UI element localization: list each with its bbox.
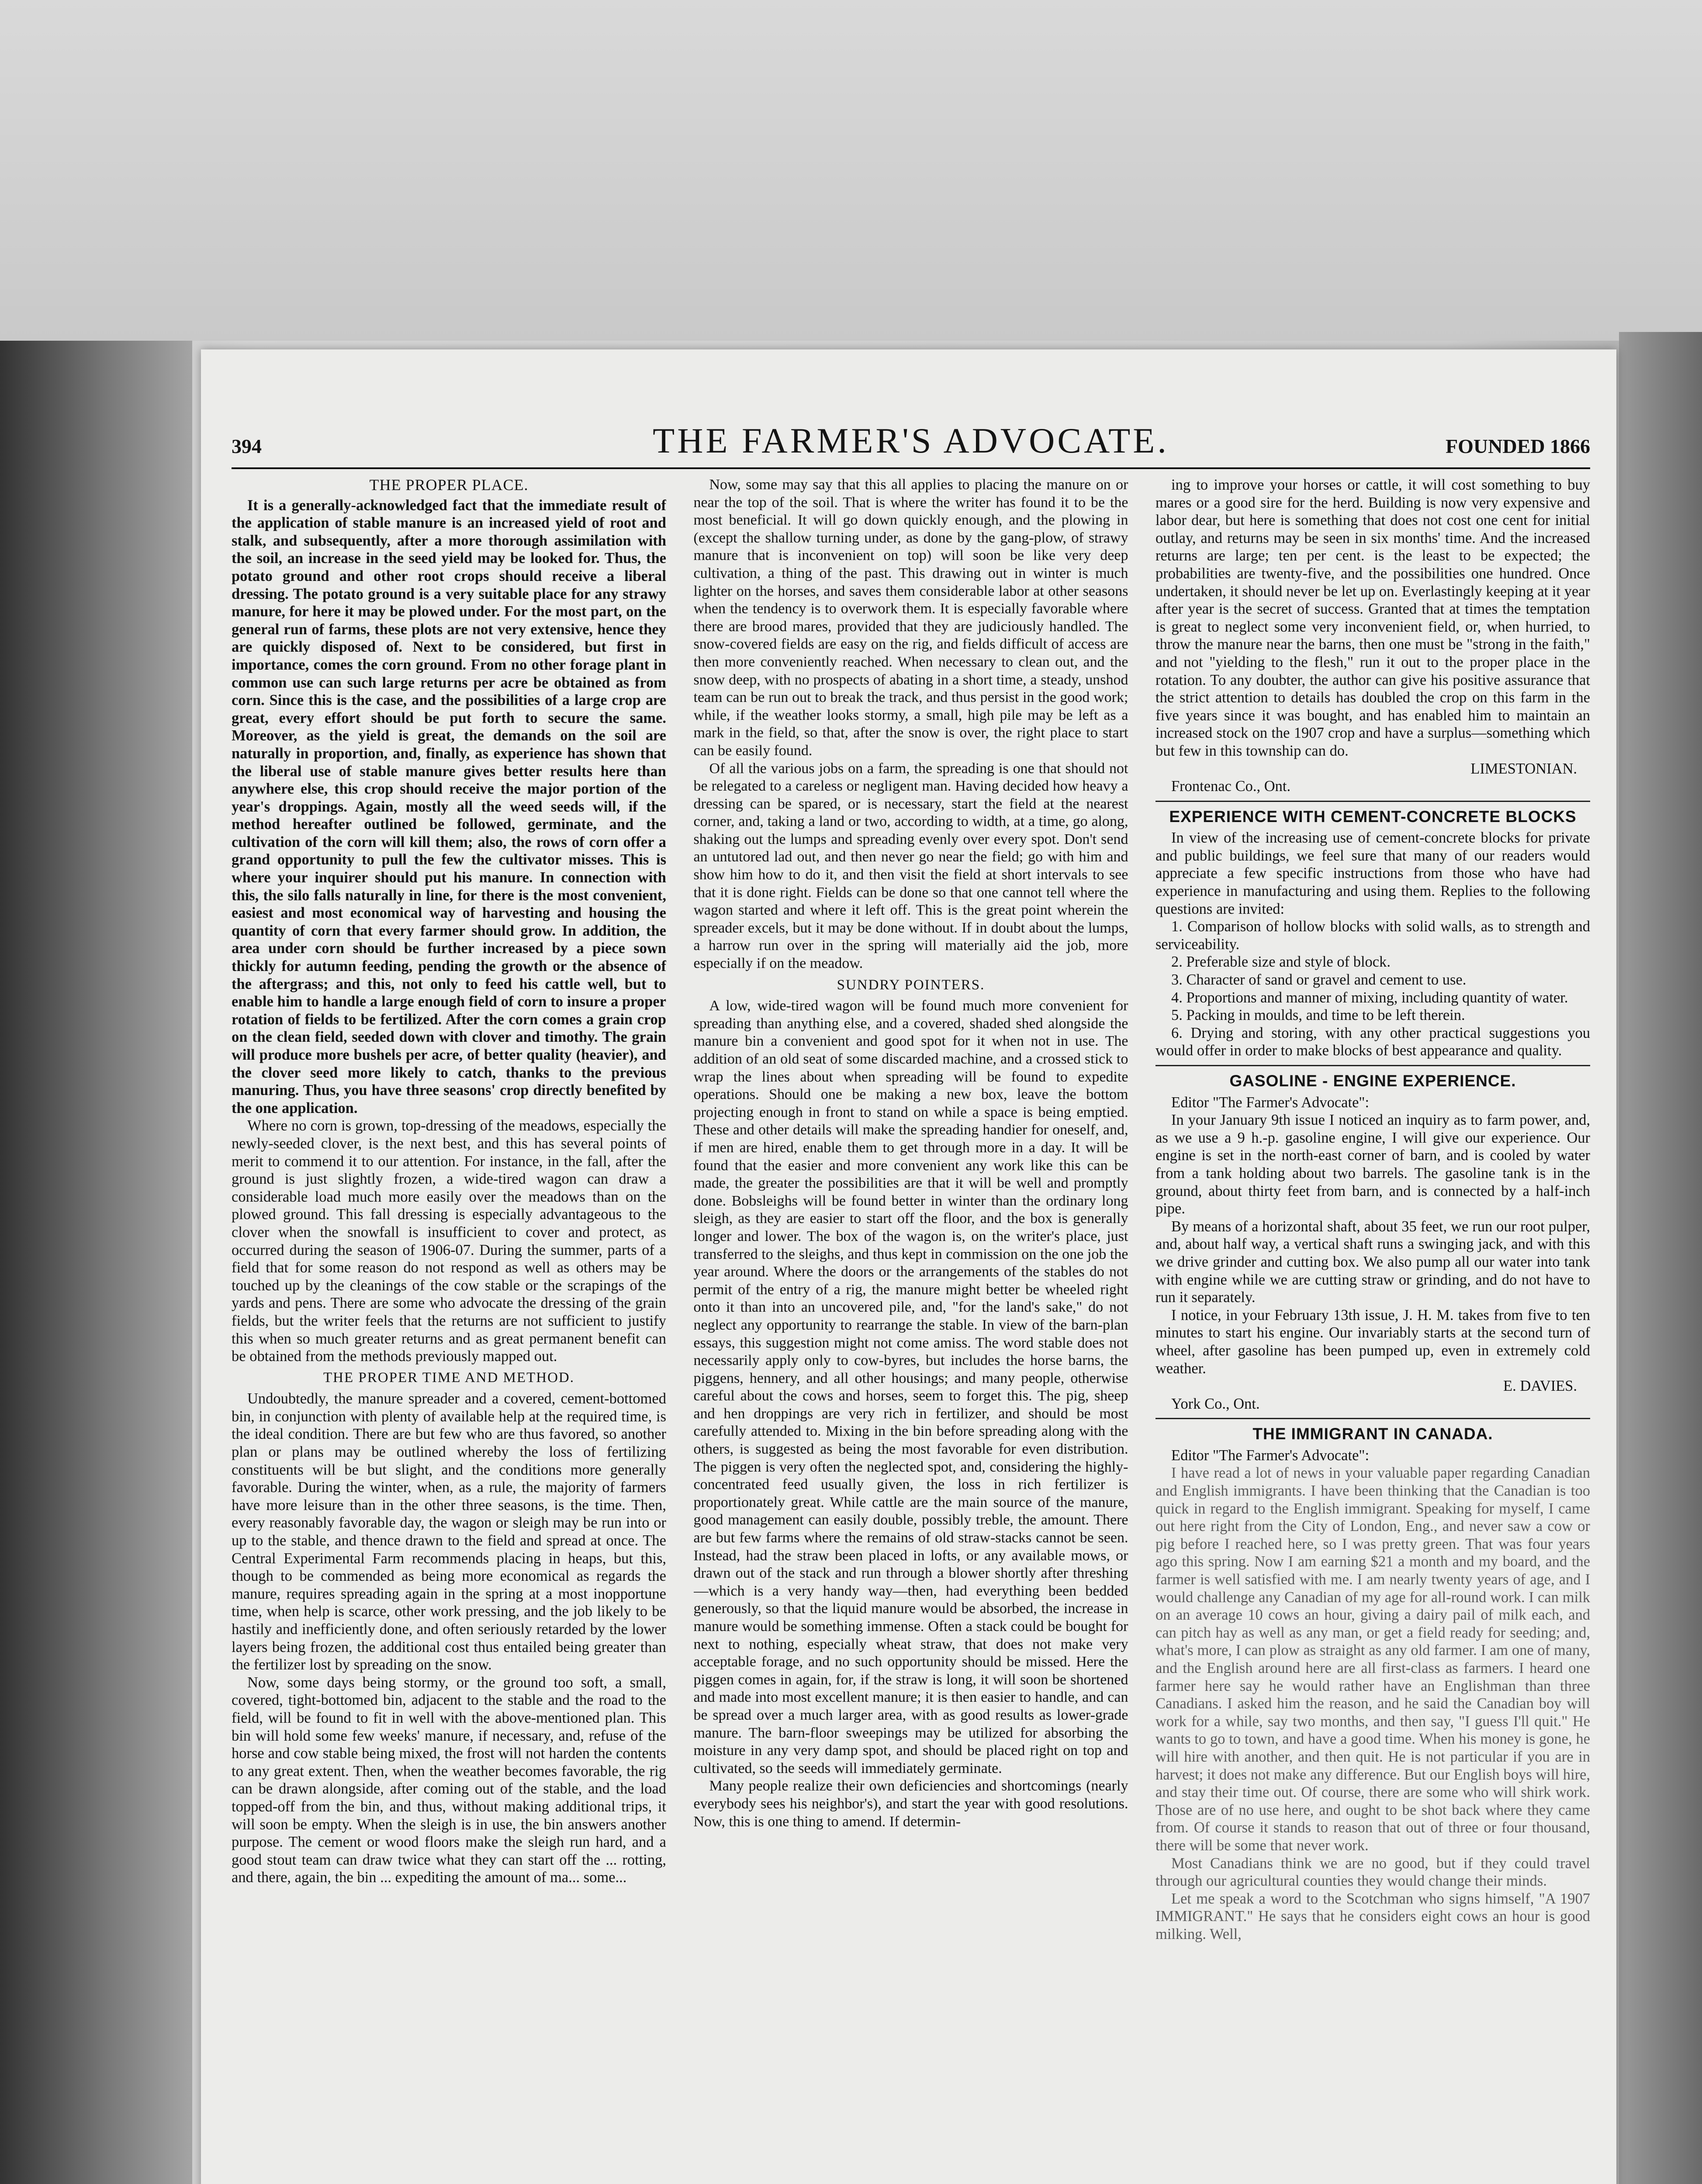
paragraph: In view of the increasing use of cement-concrete blocks for private and public buildings, we feel sure that many of our readers would appreciate a few specific instructions from those who have had experience in manufacturing and using them. Replies to the following questions are invited:: [1155, 829, 1590, 917]
editor-salutation: Editor "The Farmer's Advocate":: [1171, 1094, 1370, 1111]
paragraph: ing to improve your horses or cattle, it will cost something to buy mares or a good sire for the herd. Building is now very expensive and labor dear, but here is something that does not cost one cent for initial outlay, and returns may be seen in six months' time. And the increased returns are large; ten per cent. is the least to be expected; the probabilities are twenty-five, and the possibilities one hundred. Once undertaken, it should never be let up on. Everlastingly keeping at it year after year is the secret of success. Granted that at times the temptation is great to neglect some very inconvenient field, or, when hurried, to throw the manure near the barns, then one must be "strong in the faith," and not "yielding to the flesh," run it out to the proper place in the rotation. To any doubter, the author can give his positive assurance that the strict attention to details has doubled the crop on this farm in the five years since it was bought, and has enabled him to maintain an increased stock on the 1907 crop and have a surplus—something which but few in this township can do.: [1155, 477, 1590, 759]
question-item: 5. Packing in moulds, and time to be left therein.: [1171, 1007, 1465, 1024]
paragraph: By means of a horizontal shaft, about 35 feet, we run our root pulper, and, about half way, a vertical shaft runs a swinging jack, and with this we drive grinder and cutting box. We also pump all our water into tank with engine while we are cutting straw or grinding, and do not have to run it separately.: [1155, 1218, 1590, 1306]
section-divider: [1155, 1065, 1590, 1066]
paragraph: Now, some days being stormy, or the ground too soft, a small, covered, tight-bottomed bin, adjacent to the stable and the road to the field, will be found to fit in well with the above-mentioned plan. This bin will hold some few weeks' manure, if necessary, and, refuse of the horse and cow stable being mixed, the frost will not harden the contents to any great extent. Then, when the weather becomes favorable, the rig can be drawn alongside, after coming out of the stable, and the load topped-off from the bin, and thus, without making additional trips, it will soon be empty. When the sleigh is in use, the bin answers another purpose. The cement or wood floors make the sleigh run hard, and a good stout team can draw twice what they can start off the ... rotting, and there, again, the bin ... expediting the amount of ma... some...: [232, 1674, 666, 1886]
subheading-sundry-pointers: SUNDRY POINTERS.: [837, 977, 985, 993]
paragraph: In your January 9th issue I noticed an inquiry as to farm power, and, as we use a 9 h.-p. gasoline engine, I will give our experience. Our engine is set in the north-east corner of barn, and is cooled by water from a tank holding about two barrels. The gasoline tank is in the ground, about thirty feet from barn, and is connected by a half-inch pipe.: [1155, 1112, 1590, 1217]
newspaper-page: [201, 349, 1616, 2184]
dateline: York Co., Ont.: [1171, 1395, 1260, 1412]
signature-limestonian: LIMESTONIAN.: [1470, 760, 1577, 777]
paragraph: Undoubtedly, the manure spreader and a covered, cement-bottomed bin, in conjunction with plenty of available help at the required time, is the ideal condition. There are but few who are thus favored, so another plan or plans may be outlined whereby the loss of fertilizing constituents will be but slight, and the conditions more generally favorable. During the winter, when, as a rule, the majority of farmers have more leisure than in the other three seasons, is the time. Then, every reasonably favorable day, the wagon or sleigh may be run into or up to the stable, and thence drawn to the field and spread at once. The Central Experimental Farm recommends placing in heaps, but this, though to be commended as being more economical as regards the manure, requires spreading again in the spring at a most inopportune time, when help is scarce, other work pressing, and the job likely to be hastily and inefficiently done, and often seriously retarded by the lower layers being frozen, the additional cost thus entailed being greater than the fertilizer lost by spreading on the snow.: [232, 1390, 666, 1673]
paragraph: Now, some may say that this all applies to placing the manure on or near the top of the soil. That is where the writer has found it to be the most beneficial. It will go down quickly enough, and the plowing in (except the shallow turning under, as done by the gang-plow, of strawy manure that is inconvenient on top) will soon be like very deep cultivation, a thing of the past. This drawing out in winter is much lighter on the horses, and saves them considerable labor at other seasons when the tendency is to overwork them. It is especially favorable where there are brood mares, provided that they are judiciously handled. The snow-covered fields are easy on the rig, and fields difficult of access are then more conveniently reached. When necessary to clean out, and the snow deep, with no prospects of abating in a short time, a steady, unshod team can be run out to break the track, and thus persist in the good work; while, if the weather looks stormy, a small, high pile may be left as a mark in the field, so that, after the snow is over, the right place to start can be easily found.: [693, 477, 1128, 759]
dateline: Frontenac Co., Ont.: [1171, 778, 1291, 795]
paragraph: Most Canadians think we are no good, but if they could travel through our agricultural counties they would change their minds.: [1155, 1855, 1590, 1890]
paragraph: Many people realize their own deficiencies and shortcomings (nearly everybody sees his neighbor's), and start the year with good resolutions. Now, this is one thing to amend. If determin-: [693, 1778, 1128, 1830]
masthead: [232, 415, 1590, 469]
question-item: 1. Comparison of hollow blocks with solid walls, as to strength and serviceability.: [1155, 918, 1590, 953]
paragraph: I notice, in your February 13th issue, J. H. M. takes from five to ten minutes to start his engine. Our invariably starts at the second turn of wheel, after gasoline has been pumped up, even in extremely cold weather.: [1155, 1306, 1590, 1377]
paragraph: Where no corn is grown, top-dressing of the meadows, especially the newly-seeded clover, is the next best, and this has several points of merit to commend it to our attention. For instance, in the fall, after the ground is just slightly frozen, a wide-tired wagon can draw a considerable load much more easily over the meadows than on the plowed ground. This fall dressing is especially advantageous to the clover when the snowfall is insufficient to cover and protect, as occurred during the season of 1906-07. During the summer, parts of a field that for some reason do not respond as well as others may be touched up by the cleanings of the cow stable or the scrapings of the yards and pens. There are some who advocate the dressing of the grain fields, but the writer feels that the returns are not sufficient to justify this when so much greater returns and as great permanent benefit can be obtained from the methods previously mapped out.: [232, 1117, 666, 1365]
column-3: [1155, 476, 1590, 2180]
article-heading-cement-blocks: EXPERIENCE WITH CEMENT-CONCRETE BLOCKS: [1169, 807, 1577, 826]
newspaper-title: THE FARMER'S ADVOCATE.: [653, 421, 1169, 460]
article-columns: [232, 476, 1590, 2180]
subheading-proper-time-method: THE PROPER TIME AND METHOD.: [323, 1369, 574, 1386]
signature-e-davies: E. DAVIES.: [1503, 1378, 1577, 1395]
question-item: 6. Drying and storing, with any other practical suggestions you would offer in order to make blocks of best appearance and quality.: [1155, 1024, 1590, 1059]
column-1: [232, 476, 666, 2180]
article-heading-gasoline-engine: GASOLINE - ENGINE EXPERIENCE.: [1229, 1072, 1516, 1090]
scanner-bed-top: [0, 0, 1702, 341]
paragraph: It is a generally-acknowledged fact that the immediate result of the application of stable manure is an increased yield of root and stalk, and subsequently, after a more thorough assimilation with the soil, an increase in the seed yield may be looked for. Thus, the potato ground and other root crops should receive a liberal dressing. The potato ground is a very suitable place for any strawy manure, for here it may be plowed under. For the most part, on the general run of farms, these plots are not very extensive, hence they are quickly disposed of. Next to be considered, but first in importance, comes the corn ground. From no other forage plant in common use can such large returns per acre be obtained as from corn. Since this is the case, and the possibilities of a large crop are great, every effort should be put forth to secure the same. Moreover, as the yield is great, the demands on the soil are naturally in proportion, and, finally, as experience has shown that the liberal use of stable manure gives better results here than anywhere else, this crop should receive the major portion of the year's droppings. Again, mostly all the weed seeds will, if the method hereafter outlined be followed, germinate, and the cultivation of the corn will kill them; also, the rows of corn offer a grand opportunity to pull the few the cultivator misses. This is where your inquirer should put his manure. In connection with this, the silo falls naturally in line, for there is the most convenient, easiest and most economical way of harvesting and housing the quantity of corn that every farmer should grow. In addition, the area under corn should be further increased by a piece sown thickly for autumn feeding, pending the growth or the absence of the aftergrass; and this, not only to feed his cattle well, but to enable him to handle a large enough field of corn to insure a proper rotation of fields to be fertilized. After the corn comes a grain crop on the clean field, seeded down with clover and timothy. The grain will produce more bushels per acre, of better quality (heavier), and the clover seed more likely to catch, thanks to the previous manuring. Thus, you have three seasons' crop directly benefited by the one application.: [232, 497, 666, 1116]
article-heading-immigrant: THE IMMIGRANT IN CANADA.: [1252, 1425, 1493, 1443]
question-item: 2. Preferable size and style of block.: [1171, 954, 1391, 971]
page-number: 394: [232, 435, 262, 457]
column-2: [694, 476, 1128, 2180]
page-content: [232, 415, 1590, 2184]
editor-salutation: Editor "The Farmer's Advocate":: [1171, 1447, 1370, 1464]
paragraph: Of all the various jobs on a farm, the spreading is one that should not be relegated to a careless or negligent man. Having decided how heavy a dressing can be spared, or is necessary, start the field at the nearest corner, and, taking a land or two, according to width, at a time, go along, shaking out the lumps and spreading evenly over every spot. Don't send an untutored lad out, and then never go near the field; go with him and show him how to do it, and then visit the field at short intervals to see that it is done right. Fields can be done so that one cannot tell where the wagon started and where it left off. This is the great point wherein the spreader excels, but it may be done without. If in doubt about the lumps, a harrow run over in the spring will materially aid the job, more especially if on the meadow.: [693, 760, 1128, 972]
section-divider: [1155, 1418, 1590, 1419]
paragraph: A low, wide-tired wagon will be found much more convenient for spreading than anything else, and a covered, shaded shed alongside the manure bin a convenient and good spot for it when not in use. The addition of an old seat of some discarded machine, and a crossed stick to wrap the lines about when spreading will be found to expedite operations. Should one be making a new box, leave the bottom projecting enough in front to stand on while a space is being emptied. These and other details will make the spreading handier for oneself, and, if men are hired, enable them to get through more in a day. It will be found that the easier and more convenient any work like this can be made, the greater the possibilities are that it will be well and promptly done. Bobsleighs will be found better in winter than the ordinary long sleigh, as they are easier to start off the floor, and the box is generally longer and lower. The box of the wagon is, on the writer's place, just transferred to the sleighs, and thus kept in commission on the one job the year around. Where the doors or the arrangements of the stables do not permit of the entry of a rig, the manure might better be wheeled right onto it than into an uncovered pile, and, "for the land's sake," do not neglect any opportunity to rearrange the stable. In view of the barn-plan essays, this suggestion might not come amiss. The word stable does not necessarily apply only to cow-byres, but includes the horse barns, the piggens, hennery, and all other housings; and many people, otherwise careful about the cows and horses, seem to forget this. The pig, sheep and hen droppings are very rich in fertilizer, and should be most carefully attended to. Mixing in the bin before spreading along with the others, is suggested as being the most favorable for even distribution. The piggen is very often the neglected spot, and, considering the highly-concentrated feed usually given, the loss in rich fertilizer is proportionately great. While cattle are the main source of the manure, good management can easily double, possibly treble, the amount. There are but few farms where the remains of old straw-stacks cannot be seen. Instead, had the straw been placed in lofts, or any available mows, or drawn out of the stack and run through a blower shortly after threshing—which is a very handy way—then, had everything been bedded generously, so that the liquid manure would be absorbed, the increase in manure would be something immense. Often a stack could be bought for next to nothing, especially wheat straw, that does not make very acceptable forage, and no such opportunity should be missed. Here the piggen comes in again, for, if the straw is long, it will soon be shortened and made into most excellent manure; it is then easier to handle, and can be spread over a much larger area, with as good results as lower-grade manure. The barn-floor sweepings may be utilized for absorbing the moisture in any very damp spot, and should be placed right on top and cultivated, so the seeds will immediately germinate.: [693, 998, 1128, 1776]
paragraph: Let me speak a word to the Scotchman who signs himself, "A 1907 IMMIGRANT." He says that he considers eight cows an hour is good milking. Well,: [1155, 1890, 1590, 1942]
section-divider: [1155, 801, 1590, 802]
paragraph: I have read a lot of news in your valuable paper regarding Canadian and English immigrants. I have been thinking that the Canadian is too quick in regard to the English immigrant. Speaking for myself, I came out here right from the City of London, Eng., and never saw a cow or pig before I reached here, so I was pretty green. That was four years ago this spring. Now I am earning $21 a month and my board, and the farmer is well satisfied with me. I am nearly twenty years of age, and I would challenge any Canadian of my age for all-round work. I can milk on an average 10 cows an hour, giving a dairy pail of milk each, and can pitch hay as well as any man, or get a field ready for seeding; and, what's more, I can plow as straight as any old farmer. I am one of many, and the English around here are all first-class as farmers. I heard one farmer here say he would rather have an Englishman than three Canadians. I asked him the reason, and he said the Canadian boy will work for a while, say two months, and then say, "I guess I'll quit." He wants to go to town, and have a good time. When his money is gone, he will hire with another, and then quit. He is not particular if you are in harvest; it does not make any difference. But our English boys will hire, and stay their time out. Of course, there are some who will shirk work. Those are of no use here, and ought to be shot back where they came from. Of course it stands to reason that out of three or four thousand, there will be some that never work.: [1155, 1465, 1590, 1854]
page-edge-right: [1619, 332, 1702, 2184]
question-item: 4. Proportions and manner of mixing, including quantity of water.: [1171, 989, 1568, 1006]
book-spine-shadow: [0, 341, 192, 2184]
question-item: 3. Character of sand or gravel and cement to use.: [1171, 971, 1467, 988]
founded-line: FOUNDED 1866: [1446, 435, 1590, 457]
article-heading-proper-place: THE PROPER PLACE.: [369, 476, 529, 494]
